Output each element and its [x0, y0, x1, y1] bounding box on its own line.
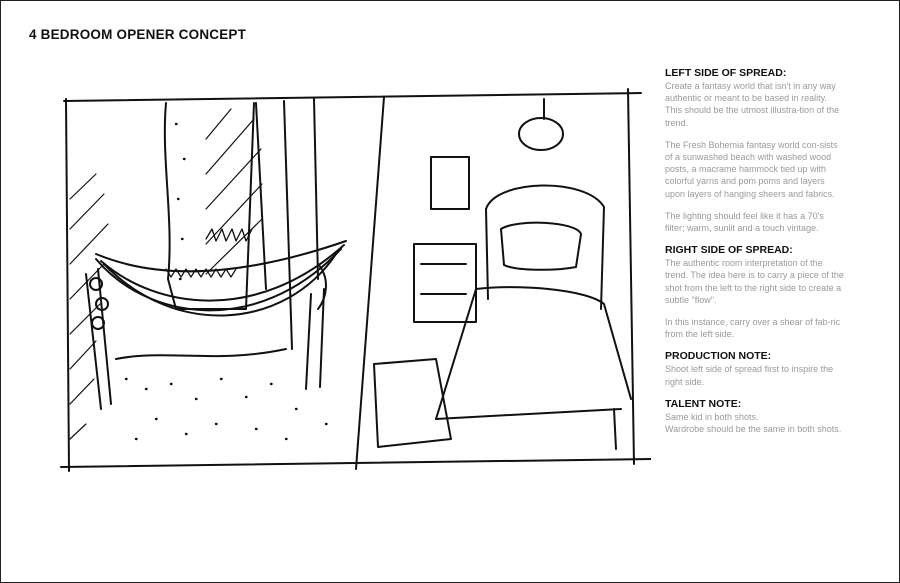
bed-foot: [436, 409, 621, 419]
left-side-paragraph: The lighting should feel like it has a 70's filter; warm, sunlit and a touch vintage.: [665, 210, 824, 234]
notes-panel: [665, 67, 845, 445]
left-vertical-line: [284, 101, 292, 349]
lamp-shade: [519, 118, 563, 150]
left-side-paragraph: Create a fantasy world that isn't in any way authentic or meant to be based in reality. This should be the utmost illustra-tion of the trend.: [665, 81, 840, 128]
talent-section: [665, 398, 845, 435]
rug: [374, 359, 451, 447]
headboard: [486, 185, 604, 309]
page-title: 4 BEDROOM OPENER CONCEPT: [29, 27, 247, 42]
sand-line: [116, 349, 286, 359]
nightstand: [414, 244, 476, 322]
right-tassel: [318, 264, 326, 309]
pillow: [501, 223, 581, 270]
left-side-section: [665, 67, 845, 234]
frame-left-line: [66, 99, 69, 471]
nightstand-drawer: [421, 264, 466, 294]
talent-paragraph: Same kid in both shots.: [665, 411, 759, 422]
production-paragraph: Shoot left side of spread first to inspire the right side.: [665, 364, 834, 387]
right-side-section: [665, 244, 845, 340]
left-side-paragraph: The Fresh Bohemia fantasy world con-sists of a sunwashed beach with washed wood posts, a macrame hammock tied up with colorful yarns and pom poms and layers upon layers of hanging sheers and fabrics.: [665, 139, 838, 199]
right-side-heading: RIGHT SIDE OF SPREAD:: [665, 244, 793, 257]
production-section: [665, 350, 845, 387]
production-heading: PRODUCTION NOTE:: [665, 350, 772, 363]
frame-divider-line: [356, 97, 384, 469]
picture-frame: [431, 157, 469, 209]
right-side-paragraph: The authentic room interpretation of the trend. The idea here is to carry a piece of the shot from the left to the right side to create a subtle "flow".: [665, 258, 844, 305]
bed-foot-left: [436, 289, 476, 419]
frame-top-line: [64, 93, 641, 101]
curtain-right-edge: [256, 103, 266, 289]
talent-heading: TALENT NOTE:: [665, 397, 742, 410]
concept-sketch: [56, 79, 651, 479]
frame-right-line: [628, 89, 634, 464]
left-side-heading: LEFT SIDE OF SPREAD:: [665, 67, 787, 79]
bed-leg-right: [614, 409, 616, 449]
bed-top: [476, 287, 631, 399]
right-side-paragraph: In this instance, carry over a shear of fab-ric from the left side.: [665, 317, 841, 340]
headboard-left: [486, 209, 488, 299]
talent-paragraph: Wardrobe should be the same in both shots.: [665, 424, 842, 435]
hammock-top: [96, 241, 346, 271]
sand-dots: [126, 124, 327, 439]
